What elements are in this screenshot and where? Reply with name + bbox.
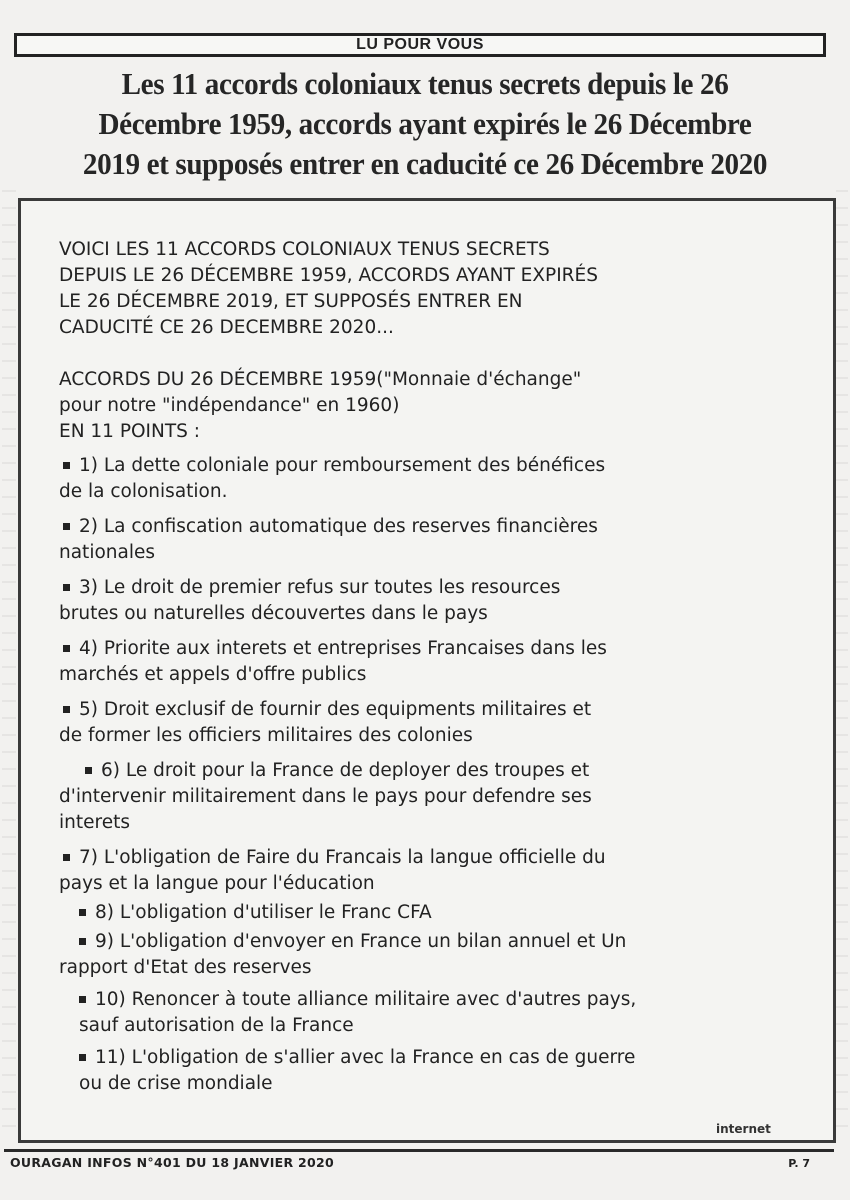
- list-item: 1) La dette coloniale pour remboursement des bénéfices de la colonisation.: [59, 455, 606, 502]
- rubric-box: [14, 33, 826, 57]
- page-footer: [10, 1155, 830, 1175]
- background-text-right: [836, 190, 848, 1140]
- headline-line: Décembre 1959, accords ayant expirés le 26 Décembre: [98, 106, 752, 141]
- rubric-label: LU POUR VOUS: [356, 36, 484, 53]
- bullet-icon: [79, 1054, 86, 1061]
- article-body: [59, 237, 819, 1100]
- background-text-left: [2, 190, 16, 1140]
- accords-heading-line: ACCORDS DU 26 DÉCEMBRE 1959("Monnaie d'échange": [59, 369, 582, 390]
- bullet-icon: [85, 767, 92, 774]
- list-item: 4) Priorite aux interets et entreprises Francaises dans les marchés et appels d'offre publics: [59, 638, 607, 685]
- bullet-icon: [63, 706, 70, 713]
- headline-line: 2019 et supposés entrer en caducité ce 26 Décembre 2020: [82, 146, 768, 181]
- list-item: 3) Le droit de premier refus sur toutes les resources brutes ou naturelles découvertes dans le pays: [59, 577, 561, 624]
- list-item: 9) L'obligation d'envoyer en France un bilan annuel et Un rapport d'Etat des reserves: [59, 931, 627, 978]
- bullet-icon: [79, 909, 86, 916]
- bullet-icon: [79, 996, 86, 1003]
- list-item: 11) L'obligation de s'allier avec la France en cas de guerre ou de crise mondiale: [79, 1047, 636, 1094]
- list-item: 5) Droit exclusif de fournir des equipments militaires et de former les officiers militaires des colonies: [59, 699, 592, 746]
- points-label: EN 11 POINTS :: [59, 421, 200, 442]
- accords-heading-line: pour notre "indépendance" en 1960): [59, 395, 400, 416]
- article-panel: [18, 198, 836, 1143]
- intro-line: VOICI LES 11 ACCORDS COLONIAUX TENUS SECRETS: [59, 239, 550, 260]
- footer-divider: [4, 1149, 834, 1152]
- page-number: P. 7: [788, 1157, 810, 1170]
- intro-paragraph: [59, 237, 819, 341]
- publication-info: OURAGAN INFOS N°401 DU 18 JANVIER 2020: [10, 1155, 335, 1170]
- bullet-icon: [79, 938, 86, 945]
- list-item: 10) Renoncer à toute alliance militaire avec d'autres pays, sauf autorisation de la France: [79, 989, 637, 1036]
- source-credit: internet: [716, 1122, 771, 1136]
- intro-line: CADUCITÉ CE 26 DECEMBRE 2020...: [59, 317, 394, 338]
- bullet-icon: [63, 462, 70, 469]
- list-item: 2) La confiscation automatique des reserves financières nationales: [59, 516, 598, 563]
- headline-line: Les 11 accords coloniaux tenus secrets depuis le 26: [121, 66, 729, 101]
- list-item: 8) L'obligation d'utiliser le Franc CFA: [59, 900, 819, 926]
- intro-line: DEPUIS LE 26 DÉCEMBRE 1959, ACCORDS AYANT EXPIRÉS: [59, 265, 598, 286]
- intro-line: LE 26 DÉCEMBRE 2019, ET SUPPOSÉS ENTRER EN: [59, 291, 523, 312]
- bullet-icon: [63, 645, 70, 652]
- bullet-icon: [63, 584, 70, 591]
- accords-heading: [59, 367, 819, 419]
- points-list: [59, 453, 819, 1097]
- bullet-icon: [63, 854, 70, 861]
- bullet-icon: [63, 523, 70, 530]
- list-item: 7) L'obligation de Faire du Francais la langue officielle du pays et la langue pour l'éducation: [59, 847, 606, 894]
- list-item: 6) Le droit pour la France de deployer des troupes et d'intervenir militairement dans le pays pour defendre ses interets: [59, 760, 592, 833]
- headline: [35, 64, 815, 184]
